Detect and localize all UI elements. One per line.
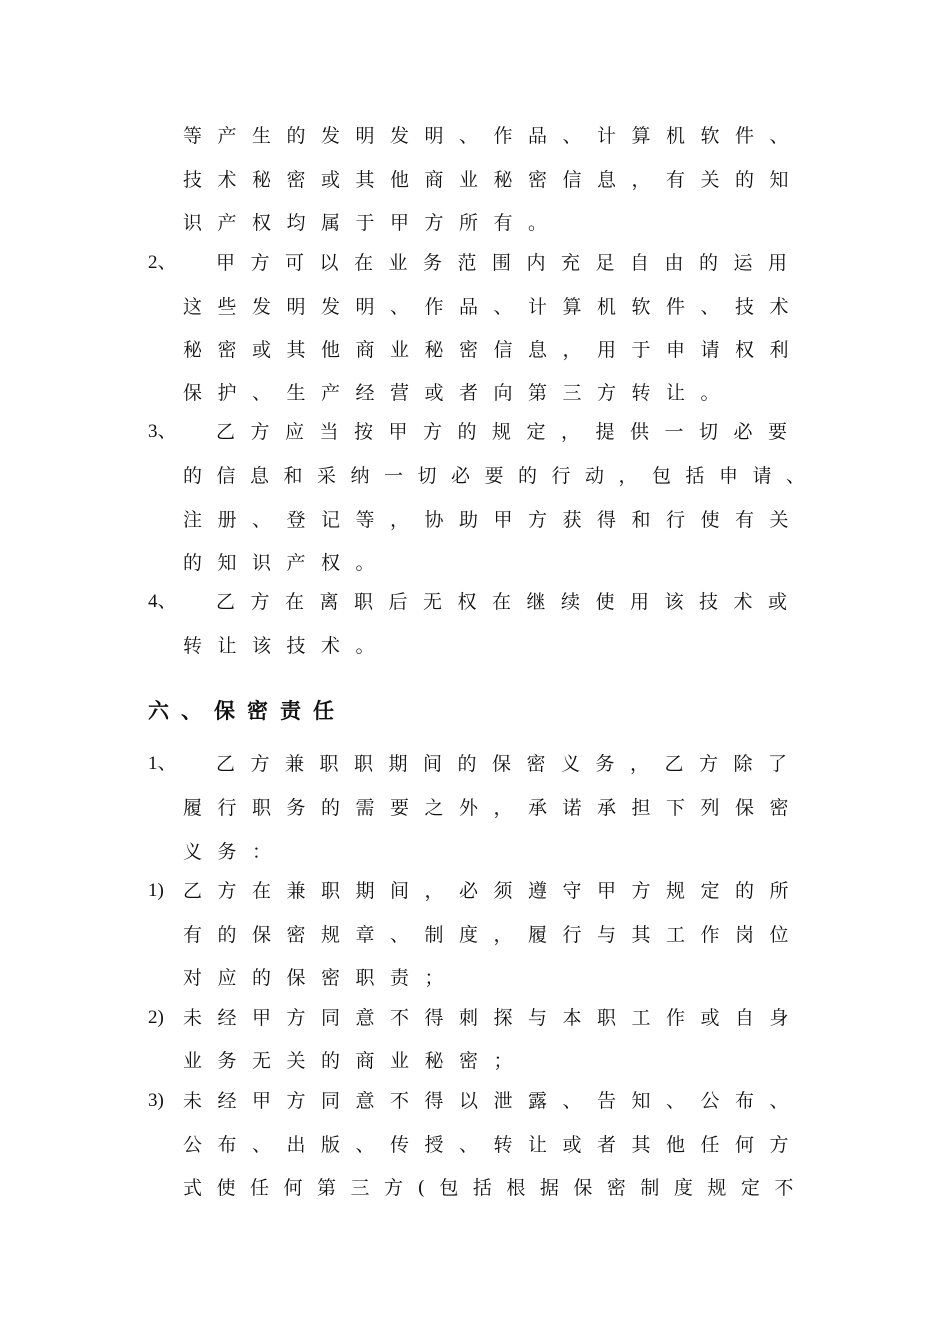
item4-line-1: 乙方在离职后无权在继续使用该技术或 — [216, 591, 803, 613]
section6-item1-line-3: 义务： — [183, 841, 287, 863]
sub1-line-3: 对应的保密职责； — [183, 967, 460, 989]
item2-line-1: 甲方可以在业务范围内充足自由的运用 — [216, 252, 803, 274]
item3-line-3: 注册、登记等，协助甲方获得和行使有关 — [183, 509, 805, 531]
item3-number: 3、 — [148, 421, 177, 442]
sub1-number: 1) — [148, 880, 164, 901]
sub2-line-2: 业务无关的商业秘密； — [183, 1050, 529, 1072]
item3-line-4: 的知识产权。 — [183, 552, 391, 574]
item2-line-4: 保护、生产经营或者向第三方转让。 — [183, 382, 736, 404]
sub3-line-2: 公布、出版、传授、转让或者其他任何方 — [183, 1134, 805, 1156]
item3-line-1: 乙方应当按甲方的规定，提供一切必要 — [216, 421, 803, 443]
block1-line-1: 等产生的发明发明、作品、计算机软件、 — [183, 125, 805, 147]
item3-line-2: 的信息和采纳一切必要的行动，包括申请、 — [183, 465, 820, 487]
section-heading: 六、保密责任 — [148, 699, 346, 723]
item2-line-2: 这些发明发明、作品、计算机软件、技术 — [183, 296, 805, 318]
item4-number: 4、 — [148, 591, 177, 612]
sub3-line-1: 未经甲方同意不得以泄露、告知、公布、 — [183, 1090, 805, 1112]
item4-line-2: 转让该技术。 — [183, 635, 391, 657]
sub3-line-3: 式使任何第三方(包括根据保密制度规定不 — [183, 1177, 808, 1199]
sub1-line-1: 乙方在兼职期间，必须遵守甲方规定的所 — [183, 880, 805, 902]
section6-item1-line-2: 履行职务的需要之外，承诺承担下列保密 — [183, 797, 805, 819]
item2-number: 2、 — [148, 252, 177, 273]
sub2-number: 2) — [148, 1007, 164, 1028]
section6-item1-line-1: 乙方兼职职期间的保密义务，乙方除了 — [216, 753, 803, 775]
block1-line-3: 识产权均属于甲方所有。 — [183, 212, 563, 234]
sub3-number: 3) — [148, 1090, 164, 1111]
sub2-line-1: 未经甲方同意不得刺探与本职工作或自身 — [183, 1007, 805, 1029]
sub1-line-2: 有的保密规章、制度，履行与其工作岗位 — [183, 924, 805, 946]
section6-item1-number: 1、 — [148, 753, 177, 774]
block1-line-2: 技术秘密或其他商业秘密信息，有关的知 — [183, 169, 805, 191]
item2-line-3: 秘密或其他商业秘密信息，用于申请权利 — [183, 339, 805, 361]
